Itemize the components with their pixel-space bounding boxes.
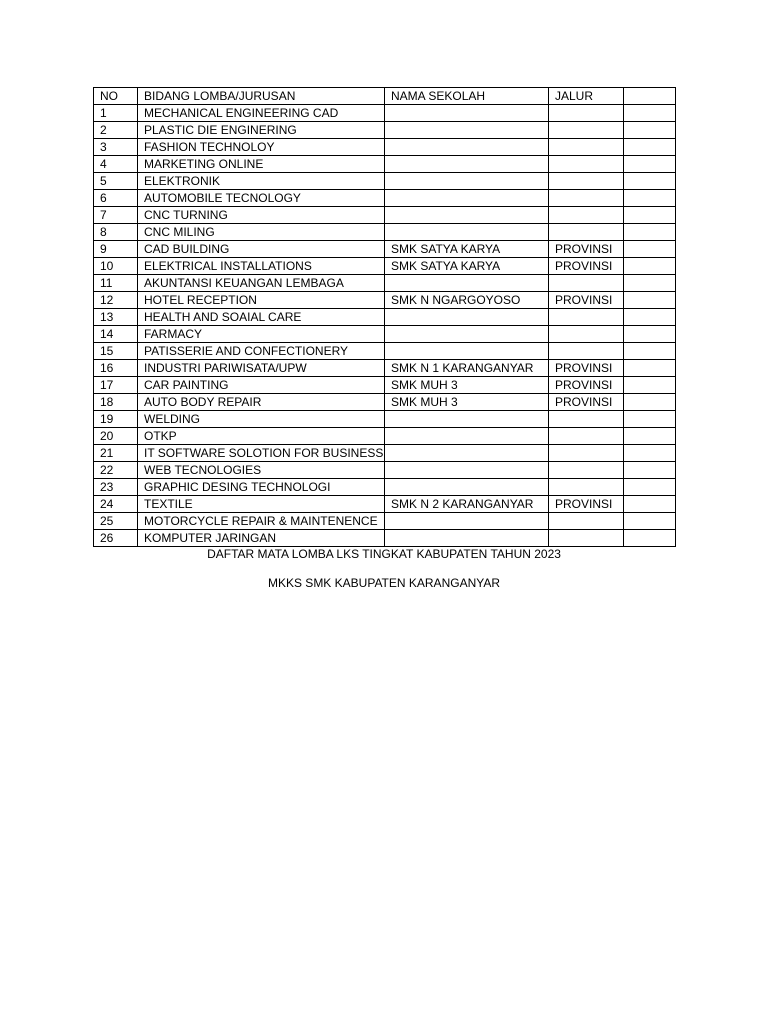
cell-bidang: CNC MILING — [138, 224, 385, 241]
table-row — [94, 462, 676, 479]
cell-no: 6 — [94, 190, 138, 207]
cell-sekolah: SMK N 1 KARANGANYAR — [385, 360, 549, 377]
cell-sekolah — [385, 275, 549, 292]
cell-extra — [624, 156, 676, 173]
cell-bidang: WEB TECNOLOGIES — [138, 462, 385, 479]
table-row — [94, 513, 676, 530]
cell-bidang: CAR PAINTING — [138, 377, 385, 394]
cell-no: 9 — [94, 241, 138, 258]
cell-no: 8 — [94, 224, 138, 241]
cell-extra — [624, 122, 676, 139]
cell-bidang: MARKETING ONLINE — [138, 156, 385, 173]
cell-extra — [624, 530, 676, 547]
cell-extra — [624, 394, 676, 411]
cell-extra — [624, 275, 676, 292]
cell-sekolah — [385, 343, 549, 360]
cell-no: 23 — [94, 479, 138, 496]
cell-sekolah — [385, 513, 549, 530]
header-jalur: JALUR — [549, 88, 624, 105]
cell-no: 19 — [94, 411, 138, 428]
cell-bidang: CAD BUILDING — [138, 241, 385, 258]
cell-sekolah — [385, 156, 549, 173]
cell-no: 3 — [94, 139, 138, 156]
cell-no: 10 — [94, 258, 138, 275]
table-row — [94, 530, 676, 547]
cell-sekolah — [385, 530, 549, 547]
cell-no: 17 — [94, 377, 138, 394]
cell-extra — [624, 462, 676, 479]
table-row — [94, 479, 676, 496]
cell-extra — [624, 292, 676, 309]
cell-bidang: FASHION TECHNOLOY — [138, 139, 385, 156]
table-row — [94, 122, 676, 139]
cell-bidang: PLASTIC DIE ENGINERING — [138, 122, 385, 139]
cell-bidang: MOTORCYCLE REPAIR & MAINTENENCE — [138, 513, 385, 530]
cell-bidang: FARMACY — [138, 326, 385, 343]
table-row — [94, 394, 676, 411]
cell-sekolah — [385, 122, 549, 139]
cell-bidang: INDUSTRI PARIWISATA/UPW — [138, 360, 385, 377]
cell-jalur — [549, 139, 624, 156]
cell-extra — [624, 105, 676, 122]
cell-jalur: PROVINSI — [549, 292, 624, 309]
table-row — [94, 105, 676, 122]
competition-table — [93, 87, 676, 547]
cell-jalur — [549, 156, 624, 173]
cell-extra — [624, 513, 676, 530]
cell-bidang: TEXTILE — [138, 496, 385, 513]
cell-extra — [624, 343, 676, 360]
cell-bidang: IT SOFTWARE SOLOTION FOR BUSINESS — [138, 445, 385, 462]
cell-sekolah — [385, 445, 549, 462]
cell-no: 24 — [94, 496, 138, 513]
cell-sekolah: SMK SATYA KARYA — [385, 241, 549, 258]
table-row — [94, 224, 676, 241]
cell-no: 16 — [94, 360, 138, 377]
cell-extra — [624, 360, 676, 377]
cell-jalur — [549, 173, 624, 190]
cell-extra — [624, 326, 676, 343]
cell-bidang: CNC TURNING — [138, 207, 385, 224]
cell-extra — [624, 224, 676, 241]
cell-extra — [624, 258, 676, 275]
cell-jalur: PROVINSI — [549, 394, 624, 411]
cell-bidang: ELEKTRICAL INSTALLATIONS — [138, 258, 385, 275]
cell-no: 22 — [94, 462, 138, 479]
cell-no: 15 — [94, 343, 138, 360]
cell-no: 13 — [94, 309, 138, 326]
cell-no: 21 — [94, 445, 138, 462]
cell-jalur — [549, 513, 624, 530]
cell-bidang: AKUNTANSI KEUANGAN LEMBAGA — [138, 275, 385, 292]
cell-no: 5 — [94, 173, 138, 190]
cell-bidang: AUTO BODY REPAIR — [138, 394, 385, 411]
cell-jalur: PROVINSI — [549, 377, 624, 394]
cell-extra — [624, 411, 676, 428]
cell-sekolah — [385, 224, 549, 241]
header-sekolah: NAMA SEKOLAH — [385, 88, 549, 105]
cell-sekolah — [385, 479, 549, 496]
cell-bidang: OTKP — [138, 428, 385, 445]
cell-no: 25 — [94, 513, 138, 530]
table-header-row — [94, 88, 676, 105]
cell-sekolah — [385, 139, 549, 156]
table-row — [94, 241, 676, 258]
cell-jalur — [549, 479, 624, 496]
cell-extra — [624, 496, 676, 513]
cell-no: 26 — [94, 530, 138, 547]
table-body — [94, 88, 676, 547]
cell-jalur — [549, 275, 624, 292]
cell-bidang: HOTEL RECEPTION — [138, 292, 385, 309]
cell-sekolah — [385, 173, 549, 190]
cell-no: 12 — [94, 292, 138, 309]
cell-bidang: GRAPHIC DESING TECHNOLOGI — [138, 479, 385, 496]
cell-jalur — [549, 190, 624, 207]
cell-sekolah — [385, 190, 549, 207]
table-row — [94, 275, 676, 292]
table-row — [94, 309, 676, 326]
cell-jalur — [549, 105, 624, 122]
table-row — [94, 139, 676, 156]
header-extra — [624, 88, 676, 105]
cell-extra — [624, 190, 676, 207]
document-subtitle: MKKS SMK KABUPATEN KARANGANYAR — [267, 576, 501, 590]
header-no: NO — [94, 88, 138, 105]
cell-bidang: PATISSERIE AND CONFECTIONERY — [138, 343, 385, 360]
cell-jalur — [549, 343, 624, 360]
cell-extra — [624, 207, 676, 224]
cell-sekolah — [385, 462, 549, 479]
cell-no: 14 — [94, 326, 138, 343]
cell-jalur: PROVINSI — [549, 258, 624, 275]
cell-sekolah — [385, 105, 549, 122]
cell-sekolah: SMK MUH 3 — [385, 394, 549, 411]
table-row — [94, 258, 676, 275]
cell-no: 1 — [94, 105, 138, 122]
cell-extra — [624, 241, 676, 258]
cell-sekolah — [385, 309, 549, 326]
table-row — [94, 156, 676, 173]
cell-extra — [624, 479, 676, 496]
table-row — [94, 326, 676, 343]
cell-jalur — [549, 122, 624, 139]
cell-jalur — [549, 411, 624, 428]
cell-jalur: PROVINSI — [549, 360, 624, 377]
cell-bidang: HEALTH AND SOAIAL CARE — [138, 309, 385, 326]
cell-sekolah — [385, 411, 549, 428]
table-row — [94, 411, 676, 428]
table-row — [94, 496, 676, 513]
table-row — [94, 190, 676, 207]
cell-extra — [624, 445, 676, 462]
cell-sekolah: SMK MUH 3 — [385, 377, 549, 394]
cell-jalur — [549, 224, 624, 241]
table-row — [94, 207, 676, 224]
cell-extra — [624, 377, 676, 394]
cell-no: 7 — [94, 207, 138, 224]
table-row — [94, 343, 676, 360]
table-row — [94, 428, 676, 445]
cell-no: 4 — [94, 156, 138, 173]
cell-bidang: AUTOMOBILE TECNOLOGY — [138, 190, 385, 207]
table-row — [94, 377, 676, 394]
cell-bidang: ELEKTRONIK — [138, 173, 385, 190]
cell-no: 18 — [94, 394, 138, 411]
cell-jalur — [549, 428, 624, 445]
cell-jalur — [549, 309, 624, 326]
cell-bidang: KOMPUTER JARINGAN — [138, 530, 385, 547]
cell-jalur — [549, 462, 624, 479]
table-row — [94, 360, 676, 377]
table-row — [94, 292, 676, 309]
cell-no: 11 — [94, 275, 138, 292]
cell-extra — [624, 309, 676, 326]
cell-bidang: MECHANICAL ENGINEERING CAD — [138, 105, 385, 122]
cell-sekolah: SMK N NGARGOYOSO — [385, 292, 549, 309]
cell-jalur: PROVINSI — [549, 241, 624, 258]
cell-extra — [624, 173, 676, 190]
cell-no: 2 — [94, 122, 138, 139]
table-row — [94, 445, 676, 462]
cell-extra — [624, 139, 676, 156]
cell-sekolah: SMK N 2 KARANGANYAR — [385, 496, 549, 513]
cell-sekolah — [385, 207, 549, 224]
cell-jalur — [549, 326, 624, 343]
cell-extra — [624, 428, 676, 445]
cell-bidang: WELDING — [138, 411, 385, 428]
header-bidang: BIDANG LOMBA/JURUSAN — [138, 88, 385, 105]
cell-jalur — [549, 530, 624, 547]
document-title: DAFTAR MATA LOMBA LKS TINGKAT KABUPATEN TAHUN 2023 — [207, 547, 561, 561]
table-row — [94, 173, 676, 190]
cell-jalur: PROVINSI — [549, 496, 624, 513]
cell-sekolah: SMK SATYA KARYA — [385, 258, 549, 275]
cell-sekolah — [385, 326, 549, 343]
cell-jalur — [549, 207, 624, 224]
cell-jalur — [549, 445, 624, 462]
cell-no: 20 — [94, 428, 138, 445]
cell-sekolah — [385, 428, 549, 445]
